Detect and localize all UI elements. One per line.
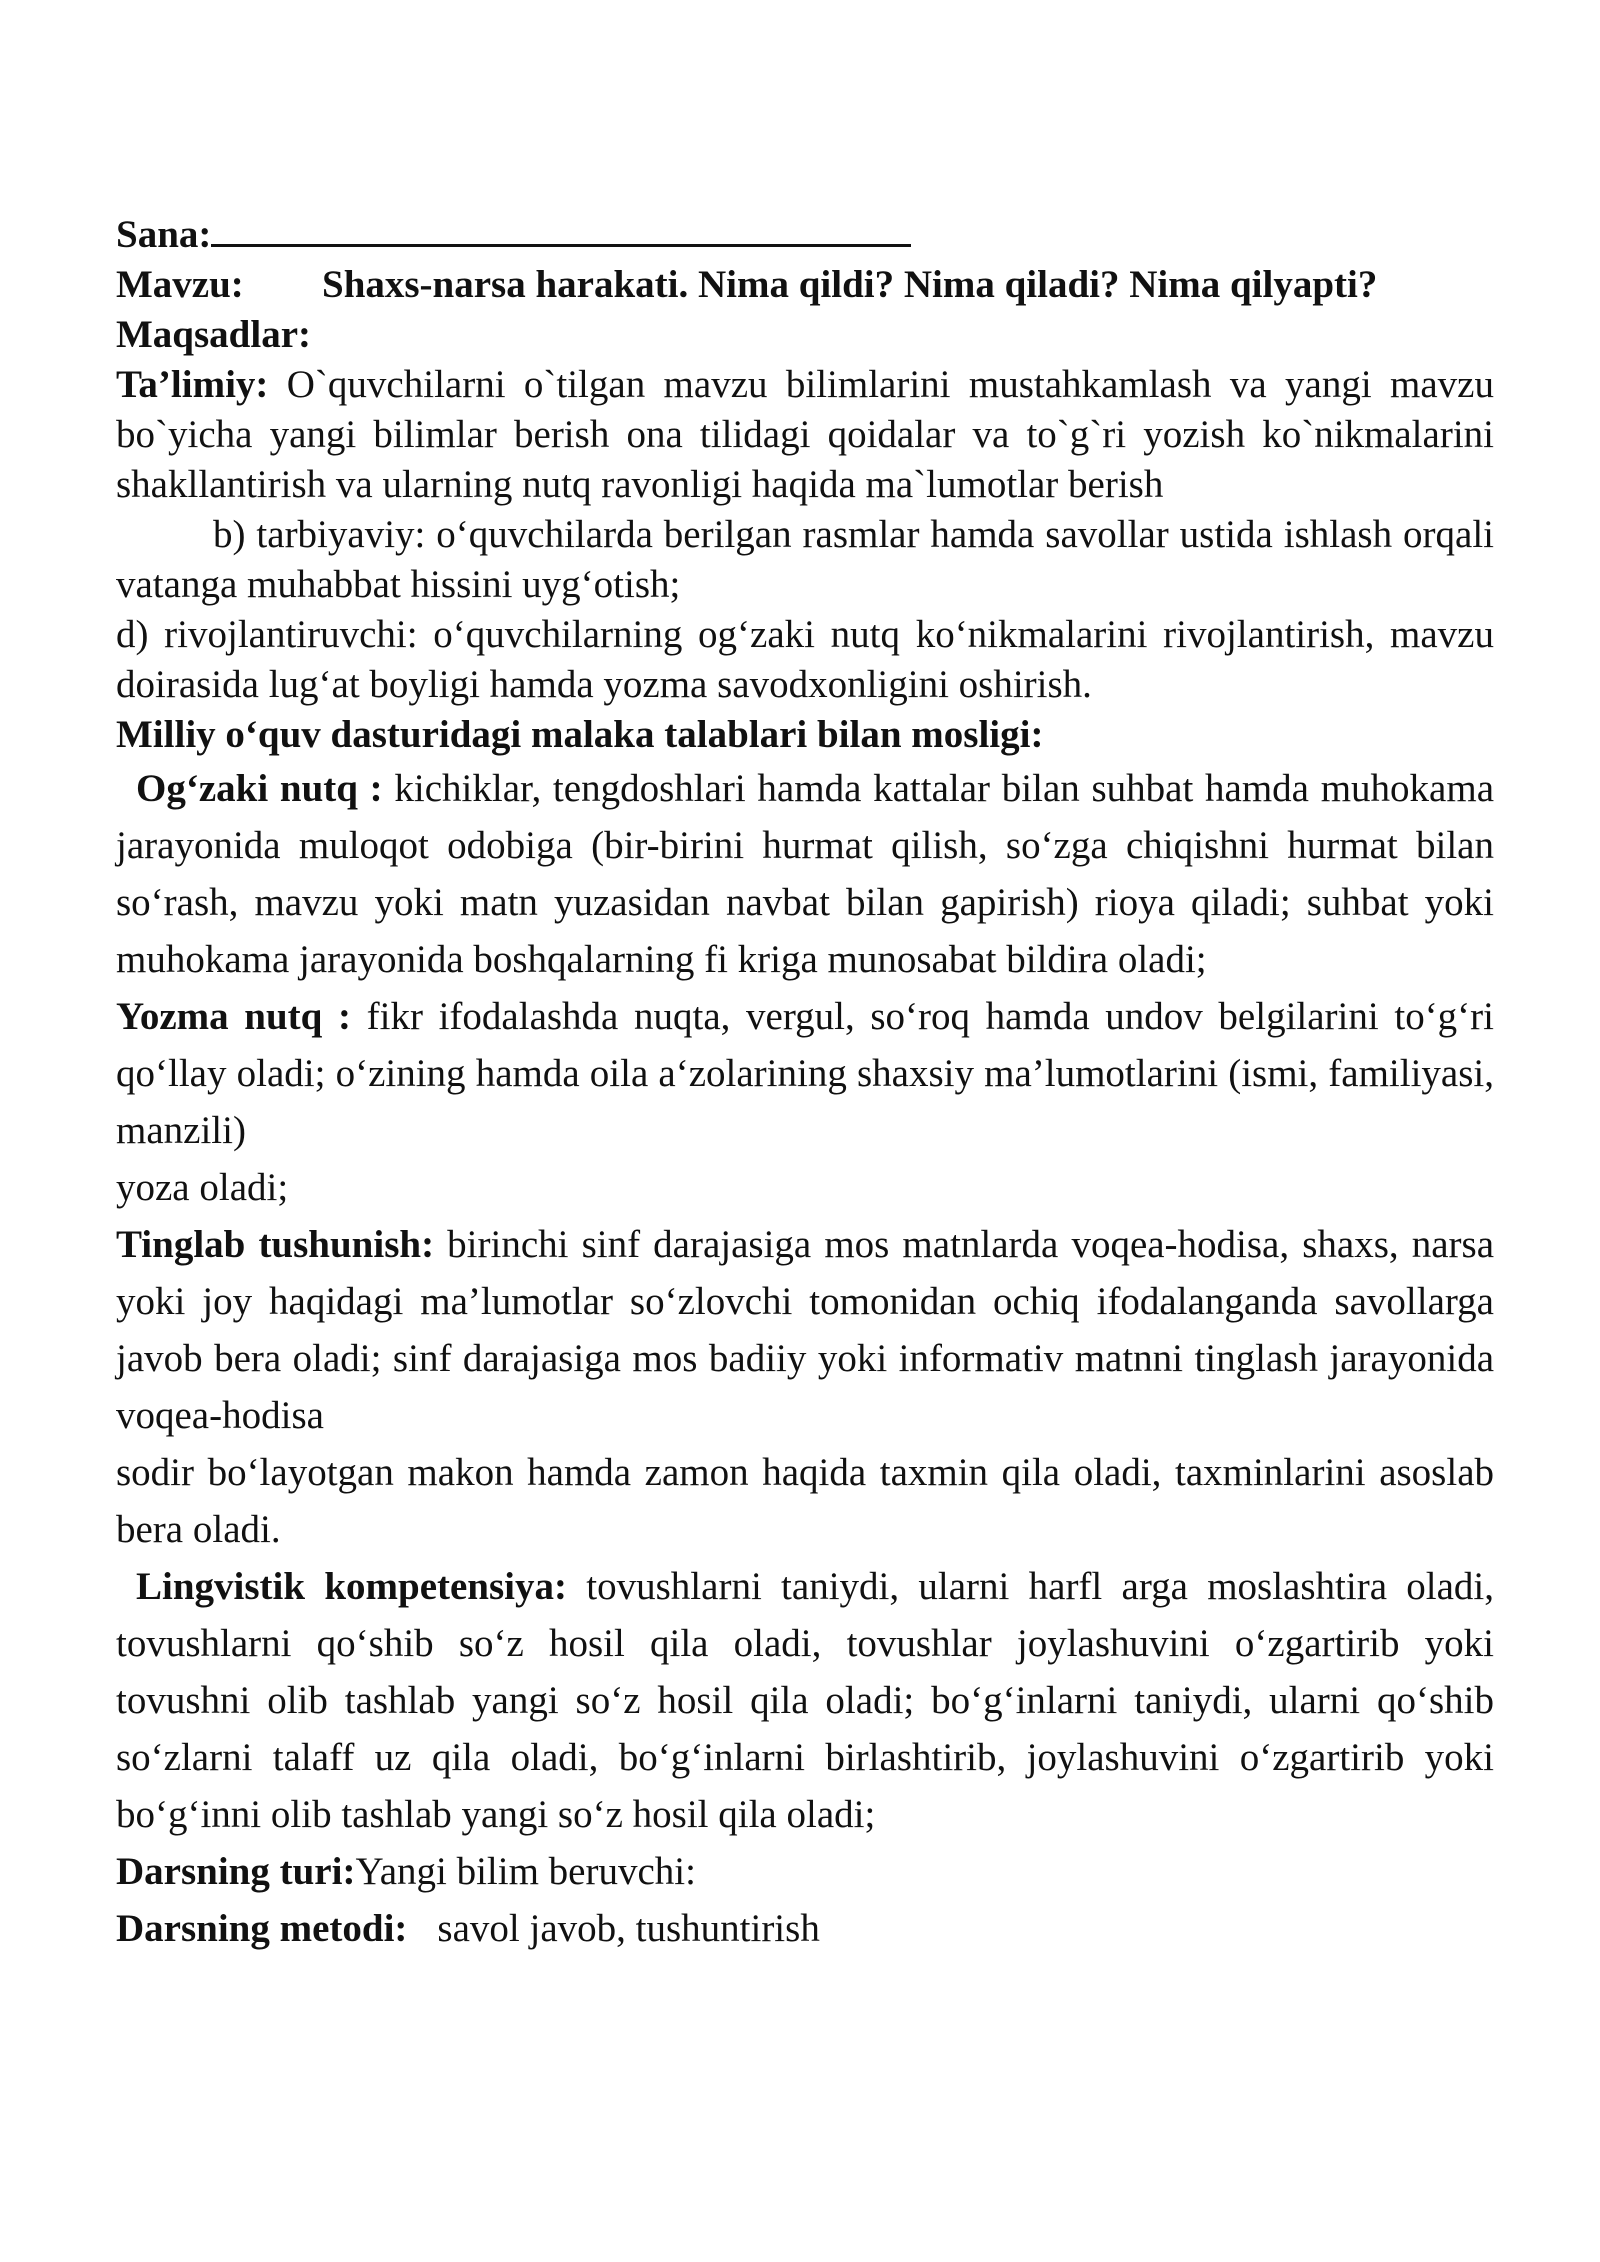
linguistic-text: tovushlarni taniydi, ularni harfl arga moslashtira oladi, tovushlarni qo‘shib so‘z hosil qila oladi, tovushlar joylashuvini o‘zgartirib yoki tovushni olib tashlab yangi so‘z hosil qila oladi; bo‘g‘inlarni taniydi, ularni qo‘shib so‘zlarni talaff uz qila oladi, bo‘g‘inlarni birlashtirib, joylashuvini o‘zgartirib yoki bo‘g‘inni olib tashlab yangi so‘z hosil qila oladi; — [116, 1565, 1495, 1836]
listening-section — [116, 1216, 1494, 1444]
curriculum-heading: Milliy o‘quv dasturidagi malaka talablari bilan mosligi: — [116, 713, 1044, 756]
lesson-type-row — [116, 1843, 1494, 1900]
date-label: Sana: — [116, 213, 212, 256]
oral-speech-label: Og‘zaki nutq : — [136, 767, 383, 810]
topic-row — [116, 260, 1494, 310]
written-speech-label: Yozma nutq : — [116, 995, 351, 1038]
educational-objective — [116, 360, 1494, 510]
educational-objective-label: Ta’limiy: — [116, 363, 269, 406]
educational-objective-text: O`quvchilarni o`tilgan mavzu bilimlarini mustahkamlash va yangi mavzu bo`yicha yangi bilimlar berish ona tilidagi qoidalar va to`g`ri yozish ko`nikmalarini shakllantirish va ularning nutq ravonligi haqida ma`lumotlar berish — [116, 363, 1494, 506]
upbringing-objective: b) tarbiyaviy: o‘quvchilarda berilgan rasmlar hamda savollar ustida ishlash orqali vatanga muhabbat hissini uyg‘otish; — [116, 513, 1494, 606]
lesson-method-row — [116, 1900, 1494, 1957]
oral-speech-text: kichiklar, tengdoshlari hamda kattalar bilan suhbat hamda muhokama jarayonida muloqot odobiga (bir-birini hurmat qilish, so‘zga chiqishni hurmat bilan so‘rash, mavzu yoki matn yuzasidan navbat bilan gapirish) rioya qiladi; suhbat yoki muhokama jarayonida boshqalarning fi kriga munosabat bildira oladi; — [116, 767, 1494, 981]
date-blank-line — [211, 210, 911, 247]
lesson-method-text: savol javob, tushuntirish — [437, 1907, 820, 1950]
written-speech-section — [116, 988, 1494, 1159]
developmental-objective: d) rivojlantiruvchi: o‘quvchilarning og‘zaki nutq ko‘nikmalarini rivojlantirish, mavzu doirasida lug‘at boyligi hamda yozma savodxonligini oshirish. — [116, 613, 1494, 706]
lesson-type-text: Yangi bilim beruvchi: — [355, 1850, 696, 1893]
linguistic-label: Lingvistik kompetensiya: — [136, 1565, 568, 1608]
listening-label: Tinglab tushunish: — [116, 1223, 435, 1266]
date-row — [116, 210, 1494, 260]
listening-text: birinchi sinf darajasiga mos matnlarda voqea-hodisa, shaxs, narsa yoki joy haqidagi ma’lumotlar so‘zlovchi tomonidan ochiq ifodalanganda savollarga javob bera oladi; sinf darajasiga mos badiiy yoki informativ matnni tinglash jarayonida voqea-hodisa — [116, 1223, 1494, 1437]
lesson-type-label: Darsning turi: — [116, 1850, 356, 1893]
objectives-heading: Maqsadlar: — [116, 313, 311, 356]
written-speech-continuation: yoza oladi; — [116, 1166, 289, 1209]
topic-label: Mavzu: — [116, 263, 244, 306]
linguistic-section — [116, 1558, 1494, 1843]
listening-continuation: sodir bo‘layotgan makon hamda zamon haqida taxmin qila oladi, taxminlarini asoslab bera oladi. — [116, 1451, 1494, 1551]
lesson-plan-document — [116, 210, 1494, 1957]
lesson-method-label: Darsning metodi: — [116, 1907, 408, 1950]
topic-text: Shaxs-narsa harakati. Nima qildi? Nima qiladi? Nima qilyapti? — [322, 263, 1378, 306]
written-speech-text: fikr ifodalashda nuqta, vergul, so‘roq hamda undov belgilarini to‘g‘ri qo‘llay oladi; o‘zining hamda oila a‘zolarining shaxsiy ma’lumotlarini (ismi, familiyasi, manzili) — [116, 995, 1494, 1152]
oral-speech-section — [116, 760, 1494, 988]
